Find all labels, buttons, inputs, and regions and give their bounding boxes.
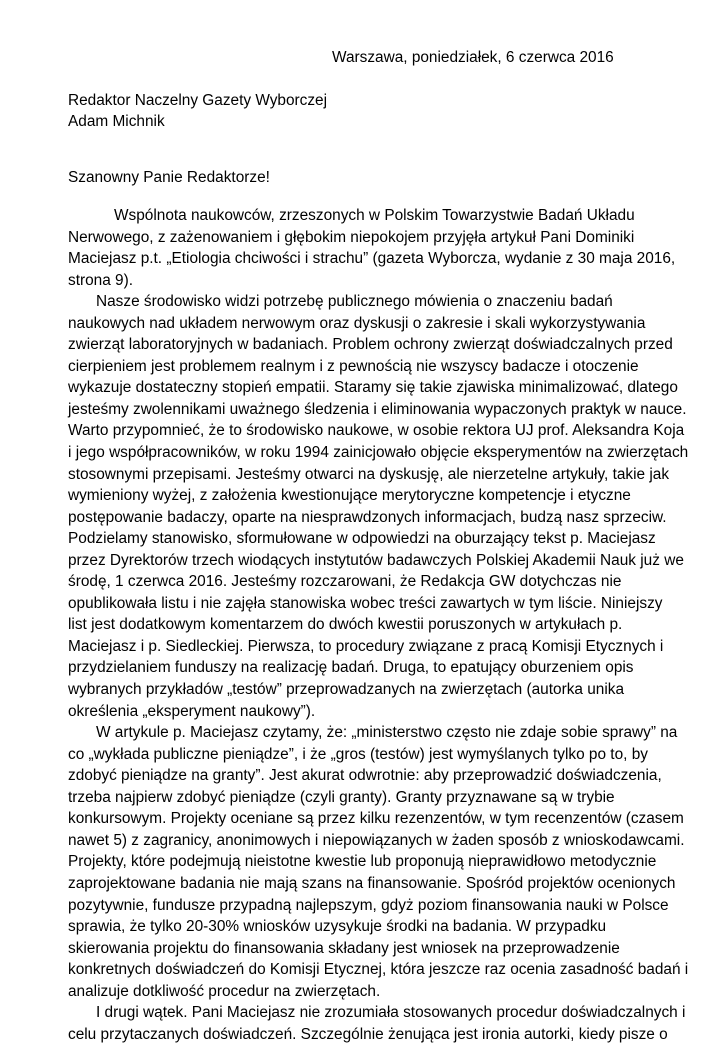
body-line: Wspólnota naukowców, zrzeszonych w Polskim Towarzystwie Badań Układu: [114, 207, 635, 224]
body-line: list jest dodatkowym komentarzem do dwóch kwestii poruszonych w artykułach p.: [68, 616, 623, 634]
body-line: wybranych przykładów „testów” przeprowadzanych na zwierzętach (autorka unika: [68, 681, 625, 699]
body-line: przydzielaniem funduszy na realizację badań. Druga, to epatujący oburzeniem opis: [68, 659, 634, 677]
body-line: pozytywnie, fundusze przypadną najlepszym, gdyż poziom finansowania nauki w Polsce: [68, 896, 669, 914]
body-line: skierowania projektu do finansowania składany jest wniosek na przeprowadzenie: [68, 939, 620, 957]
letter-body: [68, 205, 689, 1045]
recipient-title: Redaktor Naczelny Gazety Wyborczej: [68, 92, 328, 109]
body-line: Projekty, które podejmują nieistotne kwestie lub proponują nieprawidłowo metodycznie: [68, 853, 657, 871]
body-line: trzeba najpierw zdobyć pieniądze (czyli granty). Granty przyznawane są w trybie: [68, 788, 615, 806]
body-line: naukowych nad układem nerwowym oraz dyskusji o zakresie i skali wykorzystywania: [68, 314, 646, 332]
body-line: określenia „eksperyment naukowy”).: [68, 702, 316, 720]
body-line: opublikowała listu i nie zajęła stanowiska wobec treści zawartych w tym liście. Niniejszy: [68, 594, 663, 612]
body-line: zwierząt laboratoryjnych w badaniach. Problem ochrony zwierząt doświadczalnych przed: [68, 336, 673, 354]
body-line: Podzielamy stanowisko, sformułowane w odpowiedzi na oburzający tekst p. Maciejasz: [68, 530, 656, 548]
body-line: wymieniony wyżej, z założenia kwestionujące merytoryczne kompetencje i etyczne: [68, 487, 631, 505]
body-line: strona 9).: [68, 271, 134, 289]
body-line: nawet 5) z zagranicy, anonimowych i niepowiązanych w żaden sposób z wnioskodawcami.: [68, 831, 685, 849]
body-line: Nerwowego, z zażenowaniem i głębokim niepokojem przyjęła artykuł Pani Dominiki: [68, 228, 635, 246]
body-line: Maciejasz p.t. „Etiologia chciwości i strachu” (gazeta Wyborcza, wydanie z 30 maja 2016,: [68, 250, 676, 268]
body-line: celu przytaczanych doświadczeń. Szczególnie żenująca jest ironia autorki, kiedy pisze o: [68, 1025, 668, 1043]
body-line: jesteśmy zwolennikami uważnego śledzenia i eliminowania wypaczonych praktyk w nauce.: [68, 400, 687, 418]
body-line: i jego współpracowników, w roku 1994 zainicjowało objęcie eksperymentów na zwierzętach: [68, 444, 689, 462]
salutation: Szanowny Panie Redaktorze!: [68, 169, 270, 186]
body-line: Warto przypomnieć, że to środowisko naukowe, w osobie rektora UJ prof. Aleksandra Koja: [68, 422, 685, 440]
body-line: przez Dyrektorów trzech wiodących instytutów badawczych Polskiej Akademii Nauk już we: [68, 551, 684, 569]
body-line: analizuje dotkliwość procedur na zwierzętach.: [68, 982, 381, 1000]
body-line: stosownymi przepisami. Jesteśmy otwarci na dyskusję, ale nierzetelne artykuły, takie jak: [68, 465, 670, 483]
body-line: cierpieniem jest problemem realnym i z pewnością nie wszyscy badacze i otoczenie: [68, 357, 639, 375]
body-line: Maciejasz i p. Siedleckiej. Pierwsza, to procedury związane z pracą Komisji Etycznych i: [68, 637, 664, 655]
date-line: Warszawa, poniedziałek, 6 czerwca 2016: [332, 49, 614, 66]
body-line: zdobyć pieniądze na granty”. Jest akurat odwrotnie: aby przeprowadzić doświadczenia,: [68, 767, 662, 785]
body-line: Nasze środowisko widzi potrzebę publicznego mówienia o znaczeniu badań: [96, 293, 613, 311]
body-line: sprawia, że tylko 20-30% wniosków uzysykuje środki na badania. W przypadku: [68, 918, 607, 936]
body-line: środę, 1 czerwca 2016. Jesteśmy rozczarowani, że Redakcja GW dotychczas nie: [68, 573, 622, 591]
body-line: I drugi wątek. Pani Maciejasz nie zrozumiała stosowanych procedur doświadczalnych i: [96, 1004, 686, 1022]
body-line: wykazuje dostateczny stopień empatii. Staramy się takie zjawiska minimalizować, dlatego: [68, 379, 678, 397]
body-line: zaprojektowane badania nie mają szans na finansowanie. Spośród projektów ocenionych: [68, 874, 676, 892]
body-line: W artykule p. Maciejasz czytamy, że: „ministerstwo często nie zdaje sobie sprawy” na: [96, 724, 678, 742]
body-line: konkretnych doświadczeń do Komisji Etycznej, która jeszcze raz ocenia zasadność badań i: [68, 961, 689, 979]
body-line: postępowanie badaczy, oparte na niesprawdzonych informacjach, budzą nasz sprzeciw.: [68, 508, 667, 526]
body-line: co „wykłada publiczne pieniądze”, i że „gros (testów) jest wymyślanych tylko po to, by: [68, 745, 648, 763]
recipient-name: Adam Michnik: [68, 113, 165, 130]
body-line: konkursowym. Projekty oceniane są przez kilku rezenzentów, w tym recenzentów (czasem: [68, 810, 684, 828]
